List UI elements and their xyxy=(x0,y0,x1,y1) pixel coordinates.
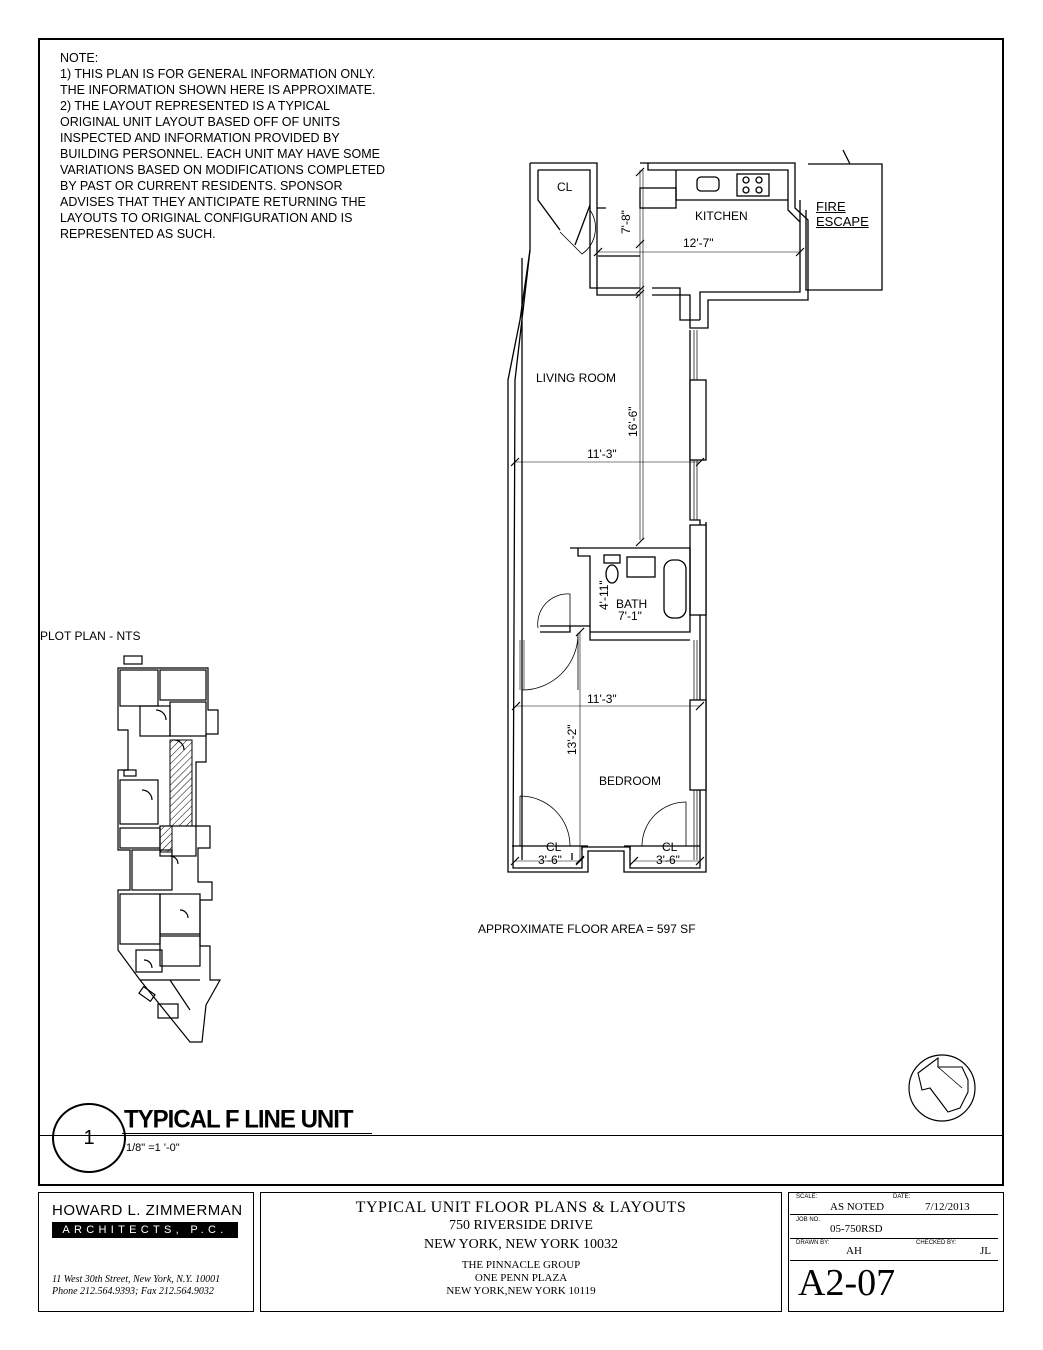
plot-plan xyxy=(100,650,230,1050)
living-room-label: LIVING ROOM xyxy=(536,371,617,385)
job-label: JOB NO. xyxy=(796,1217,821,1223)
client-address-2: NEW YORK,NEW YORK 10119 xyxy=(446,1285,596,1297)
sheet-number: A2-07 xyxy=(798,1262,896,1304)
dim-kitchen-depth: 7'-8" xyxy=(619,210,633,234)
cl-top-walls xyxy=(520,163,590,320)
bedroom-label: BEDROOM xyxy=(599,774,662,788)
fire-escape-label-2: ESCAPE xyxy=(816,214,869,229)
checked-by-value: JL xyxy=(980,1245,991,1257)
dim-bedroom-depth: 13'-2" xyxy=(565,724,579,755)
client-address-1: ONE PENN PLAZA xyxy=(474,1272,568,1284)
drawing-title: TYPICAL F LINE UNIT xyxy=(124,1105,353,1134)
job-value: 05-750RSD xyxy=(830,1223,883,1235)
project-title: TYPICAL UNIT FLOOR PLANS & LAYOUTS xyxy=(355,1199,687,1216)
project-address-1: 750 RIVERSIDE DRIVE xyxy=(449,1218,593,1233)
dim-closet-right: 3'-6" xyxy=(656,853,680,867)
drawing-scale: 1/8" =1 '-0" xyxy=(126,1142,180,1154)
dim-bath-depth: 4'-11" xyxy=(597,580,611,610)
north-arrow-icon xyxy=(909,1055,975,1121)
floor-area: APPROXIMATE FLOOR AREA = 597 SF xyxy=(478,922,696,936)
wall-outline-inner xyxy=(538,163,800,320)
architect-firm: ARCHITECTS, P.C. xyxy=(52,1222,238,1238)
drawn-by-value: AH xyxy=(846,1245,862,1257)
checked-by-label: CHECKED BY: xyxy=(916,1240,957,1246)
project-info xyxy=(260,1195,782,1298)
bath-label: BATH xyxy=(616,597,648,611)
dim-kitchen-width: 12'-7" xyxy=(683,236,714,250)
sheet-info-rule-1 xyxy=(790,1214,998,1215)
client-name: THE PINNACLE GROUP xyxy=(461,1259,581,1271)
drawn-by-label: DRAWN BY: xyxy=(796,1240,830,1246)
dim-living-depth: 16'-6" xyxy=(626,406,640,437)
dim-bedroom-width: 11'-3" xyxy=(587,692,617,706)
date-label: DATE: xyxy=(893,1194,911,1200)
sheet-info-rule-2 xyxy=(790,1238,998,1239)
fire-escape-label: FIRE xyxy=(816,199,846,214)
closet-label: CL xyxy=(557,180,573,194)
project-address-2: NEW YORK, NEW YORK 10032 xyxy=(423,1237,619,1252)
scale-value: AS NOTED xyxy=(830,1201,885,1213)
closet-left-label: CL xyxy=(546,840,562,854)
dim-closet-left: 3'-6" xyxy=(538,853,562,867)
date-value: 7/12/2013 xyxy=(925,1201,970,1213)
closet-right-label: CL xyxy=(662,840,678,854)
kitchen-label: KITCHEN xyxy=(695,209,748,223)
architect-address: 11 West 30th Street, New York, N.Y. 10001 Phone 212.564.9393; Fax 212.564.9032 xyxy=(52,1274,221,1297)
plot-plan-label: PLOT PLAN - NTS xyxy=(40,629,141,643)
general-note: NOTE: 1) THIS PLAN IS FOR GENERAL INFORMATION ONLY. THE INFORMATION SHOWN HERE IS APPROXIMATE. 2) THE LAYOUT REPRESENTED IS A TYPICAL ORIGINAL UNIT LAYOUT BASED OFF OF UNITS INSPECTED AND INFORMATION PROVIDED BY BUILDING PERSONNEL. EACH UNIT MAY HAVE SOME VARIATIONS BASED ON MODIFICATIONS COMPLETED BY PAST OR CURRENT RESIDENTS. SPONSOR ADVISES THAT THEY ANTICIPATE RETURNING THE LAYOUTS TO ORIGINAL CONFIGURATION AND IS REPRESENTED AS SUCH. xyxy=(60,51,386,241)
title-underline xyxy=(122,1133,372,1134)
scale-label: SCALE: xyxy=(796,1194,818,1200)
drawing-number: 1 xyxy=(52,1103,126,1173)
architect-name: HOWARD L. ZIMMERMAN xyxy=(52,1202,243,1219)
dim-bath-width: 7'-1" xyxy=(618,609,642,623)
dim-living-width: 11'-3" xyxy=(587,447,617,461)
